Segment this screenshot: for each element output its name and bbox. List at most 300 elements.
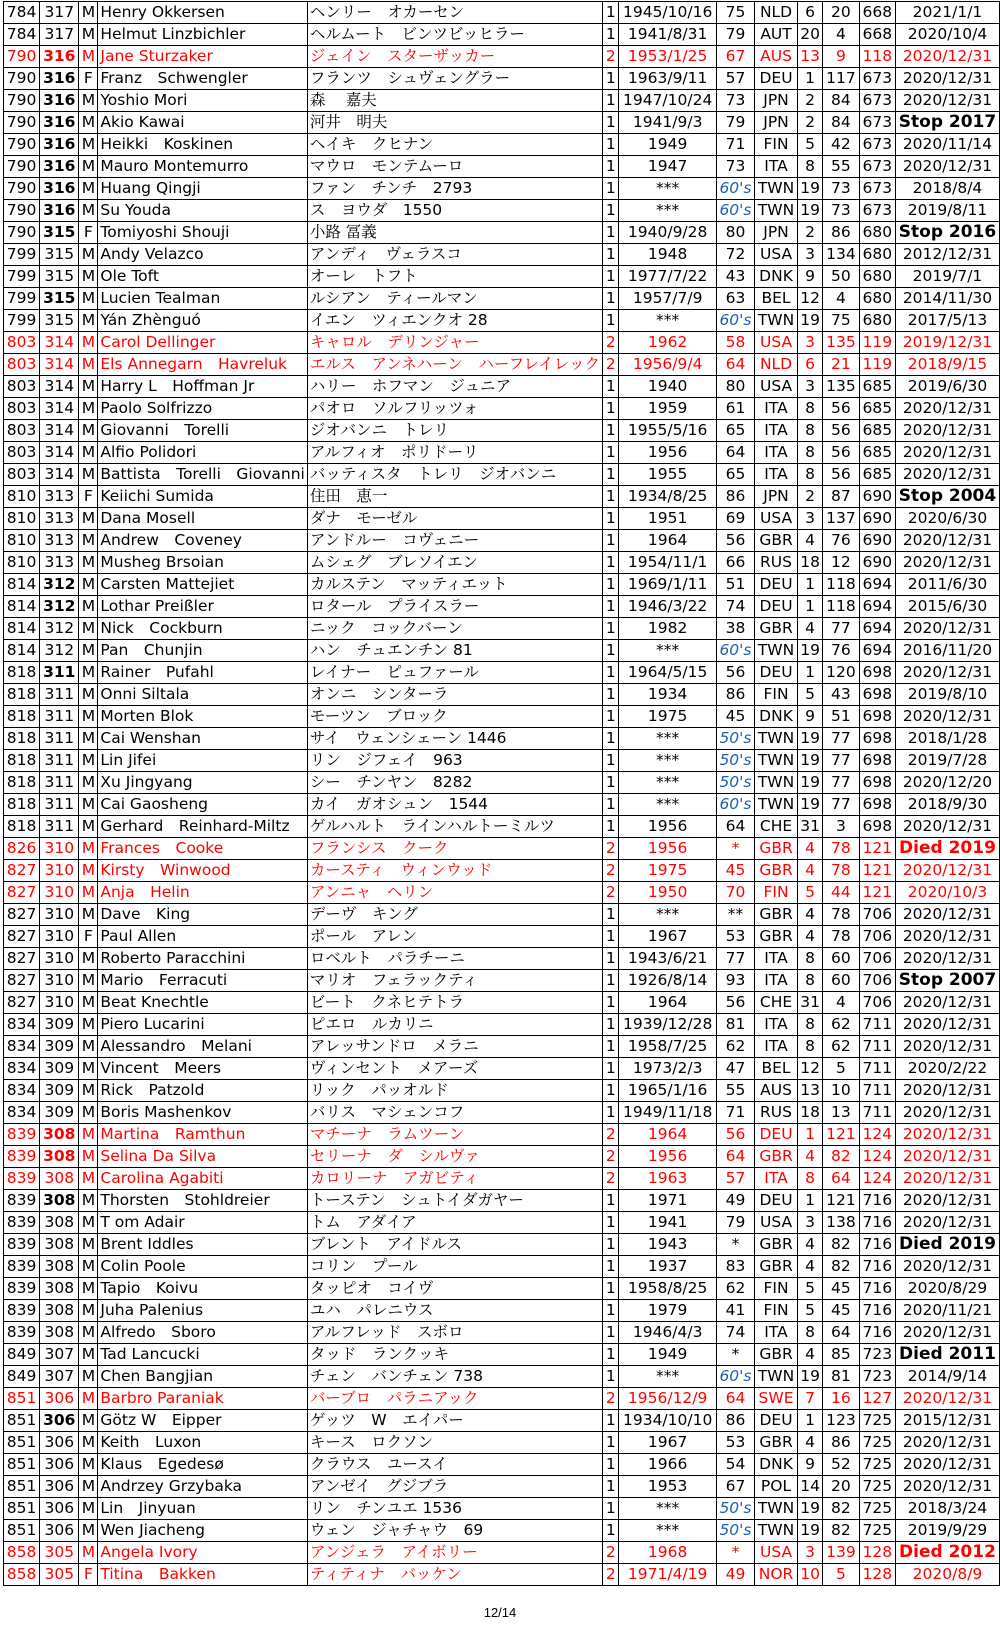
cell-birth-date: 1977/7/22 [619, 266, 716, 288]
cell-rank: 803 [4, 464, 40, 486]
cell-age: 50's [716, 750, 754, 772]
cell-score: 306 [40, 1432, 79, 1454]
cell-score: 313 [40, 530, 79, 552]
cell-group-rank: 698 [859, 706, 895, 728]
cell-gender-code: 2 [603, 1146, 619, 1168]
cell-age: 72 [716, 244, 754, 266]
table-row [4, 310, 1000, 332]
cell-last-date: 2020/12/31 [895, 1102, 999, 1124]
cell-country-rank: 73 [823, 178, 859, 200]
cell-country-no: 19 [797, 728, 822, 750]
table-row [4, 838, 1000, 860]
cell-birth-date: 1949/11/18 [619, 1102, 716, 1124]
cell-age: 64 [716, 816, 754, 838]
cell-country-no: 5 [797, 1278, 822, 1300]
cell-birth-date: 1926/8/14 [619, 970, 716, 992]
cell-gender-code: 1 [603, 376, 619, 398]
table-row [4, 1520, 1000, 1542]
cell-score: 308 [40, 1124, 79, 1146]
cell-group-rank: 685 [859, 464, 895, 486]
cell-gender-code: 1 [603, 662, 619, 684]
cell-name-en: Rainer Pufahl [98, 662, 307, 684]
cell-gender-code: 1 [603, 1278, 619, 1300]
cell-sex: M [79, 596, 98, 618]
cell-country: AUT [755, 24, 798, 46]
cell-country: DNK [755, 266, 798, 288]
cell-birth-date: *** [619, 750, 716, 772]
cell-score: 311 [40, 728, 79, 750]
cell-name-ja: ブレント アイドルス [307, 1234, 602, 1256]
cell-gender-code: 2 [603, 1168, 619, 1190]
cell-name-ja: ス ヨウダ 1550 [307, 200, 602, 222]
table-row [4, 1300, 1000, 1322]
cell-sex: M [79, 1454, 98, 1476]
cell-age: * [716, 1542, 754, 1564]
cell-sex: M [79, 816, 98, 838]
cell-name-ja: ヘルムート ビンツビッヒラー [307, 24, 602, 46]
cell-country: NOR [755, 1564, 798, 1586]
cell-group-rank: 706 [859, 926, 895, 948]
cell-last-date: 2019/8/11 [895, 200, 999, 222]
cell-country: DNK [755, 1454, 798, 1476]
cell-name-en: Boris Mashenkov [98, 1102, 307, 1124]
cell-sex: M [79, 1168, 98, 1190]
cell-country-rank: 5 [823, 1058, 859, 1080]
cell-country-rank: 85 [823, 1344, 859, 1366]
cell-country: CHE [755, 992, 798, 1014]
cell-gender-code: 1 [603, 1520, 619, 1542]
cell-name-en: Lin Jifei [98, 750, 307, 772]
cell-country: TWN [755, 200, 798, 222]
cell-score: 308 [40, 1146, 79, 1168]
cell-sex: M [79, 750, 98, 772]
cell-gender-code: 1 [603, 24, 619, 46]
cell-rank: 790 [4, 200, 40, 222]
cell-score: 313 [40, 552, 79, 574]
table-row [4, 508, 1000, 530]
cell-country: TWN [755, 640, 798, 662]
cell-name-ja: カルステン マッティエット [307, 574, 602, 596]
cell-age: 64 [716, 1388, 754, 1410]
cell-country-no: 6 [797, 2, 822, 24]
cell-country-rank: 50 [823, 266, 859, 288]
cell-last-date: 2019/7/1 [895, 266, 999, 288]
cell-age: 45 [716, 860, 754, 882]
cell-name-ja: マウロ モンテムーロ [307, 156, 602, 178]
cell-country-rank: 77 [823, 750, 859, 772]
cell-score: 316 [40, 90, 79, 112]
cell-country-rank: 51 [823, 706, 859, 728]
cell-age: 77 [716, 948, 754, 970]
cell-sex: M [79, 90, 98, 112]
cell-rank: 790 [4, 68, 40, 90]
cell-group-rank: 121 [859, 838, 895, 860]
cell-score: 311 [40, 750, 79, 772]
cell-last-date: 2018/9/30 [895, 794, 999, 816]
cell-country-rank: 86 [823, 1432, 859, 1454]
cell-name-ja: トム アダイア [307, 1212, 602, 1234]
cell-last-date: 2020/12/31 [895, 860, 999, 882]
cell-group-rank: 716 [859, 1190, 895, 1212]
cell-sex: M [79, 464, 98, 486]
cell-name-en: Franz Schwengler [98, 68, 307, 90]
cell-age: 41 [716, 1300, 754, 1322]
cell-group-rank: 706 [859, 992, 895, 1014]
cell-name-en: Huang Qingji [98, 178, 307, 200]
cell-rank: 799 [4, 244, 40, 266]
cell-sex: M [79, 882, 98, 904]
cell-group-rank: 706 [859, 970, 895, 992]
cell-sex: M [79, 706, 98, 728]
cell-country-no: 1 [797, 68, 822, 90]
cell-birth-date: 1941 [619, 1212, 716, 1234]
cell-last-date: 2020/12/31 [895, 464, 999, 486]
cell-gender-code: 1 [603, 706, 619, 728]
cell-gender-code: 1 [603, 112, 619, 134]
cell-score: 317 [40, 24, 79, 46]
cell-age: 64 [716, 1146, 754, 1168]
cell-country-no: 9 [797, 266, 822, 288]
cell-score: 305 [40, 1564, 79, 1586]
cell-name-en: Gerhard Reinhard-Miltz [98, 816, 307, 838]
cell-name-ja: アンドルー コヴェニー [307, 530, 602, 552]
table-row [4, 1102, 1000, 1124]
cell-last-date: 2020/2/22 [895, 1058, 999, 1080]
cell-gender-code: 1 [603, 794, 619, 816]
cell-birth-date: 1949 [619, 1344, 716, 1366]
cell-country-no: 13 [797, 46, 822, 68]
cell-rank: 814 [4, 640, 40, 662]
cell-rank: 839 [4, 1190, 40, 1212]
cell-name-en: Wen Jiacheng [98, 1520, 307, 1542]
cell-country-rank: 77 [823, 728, 859, 750]
cell-name-en: Heikki Koskinen [98, 134, 307, 156]
cell-age: 60's [716, 178, 754, 200]
cell-last-date: 2020/12/31 [895, 948, 999, 970]
cell-last-date: 2012/12/31 [895, 244, 999, 266]
cell-score: 308 [40, 1168, 79, 1190]
cell-group-rank: 673 [859, 68, 895, 90]
cell-name-ja: ユハ パレニウス [307, 1300, 602, 1322]
cell-name-ja: マチーナ ラムツーン [307, 1124, 602, 1146]
cell-score: 308 [40, 1300, 79, 1322]
cell-country-no: 19 [797, 750, 822, 772]
cell-country: RUS [755, 552, 798, 574]
table-row [4, 244, 1000, 266]
cell-group-rank: 706 [859, 904, 895, 926]
cell-name-ja: ウェン ジャチャウ 69 [307, 1520, 602, 1542]
table-row [4, 1366, 1000, 1388]
cell-country-rank: 3 [823, 816, 859, 838]
cell-group-rank: 725 [859, 1520, 895, 1542]
cell-last-date: 2020/12/31 [895, 816, 999, 838]
cell-score: 312 [40, 574, 79, 596]
cell-gender-code: 1 [603, 1102, 619, 1124]
cell-group-rank: 127 [859, 1388, 895, 1410]
cell-country: TWN [755, 1498, 798, 1520]
cell-rank: 839 [4, 1256, 40, 1278]
cell-country: TWN [755, 1520, 798, 1542]
cell-group-rank: 716 [859, 1322, 895, 1344]
cell-country-no: 13 [797, 1080, 822, 1102]
cell-rank: 818 [4, 816, 40, 838]
cell-age: 56 [716, 530, 754, 552]
cell-country-no: 14 [797, 1476, 822, 1498]
cell-score: 306 [40, 1498, 79, 1520]
cell-sex: M [79, 992, 98, 1014]
cell-rank: 790 [4, 156, 40, 178]
cell-sex: M [79, 420, 98, 442]
cell-country-no: 4 [797, 1146, 822, 1168]
cell-country: BEL [755, 288, 798, 310]
cell-country: GBR [755, 838, 798, 860]
cell-group-rank: 685 [859, 442, 895, 464]
cell-country-rank: 78 [823, 926, 859, 948]
cell-age: 79 [716, 1212, 754, 1234]
cell-group-rank: 725 [859, 1410, 895, 1432]
table-row [4, 1388, 1000, 1410]
cell-country: ITA [755, 1014, 798, 1036]
cell-group-rank: 698 [859, 772, 895, 794]
cell-age: 64 [716, 442, 754, 464]
cell-name-ja: ゲルハルト ラインハルトーミルツ [307, 816, 602, 838]
cell-country: GBR [755, 1344, 798, 1366]
cell-name-en: Ole Toft [98, 266, 307, 288]
cell-country: ITA [755, 398, 798, 420]
cell-rank: 790 [4, 46, 40, 68]
cell-last-date: 2020/12/31 [895, 1168, 999, 1190]
table-row [4, 1410, 1000, 1432]
cell-country: NLD [755, 354, 798, 376]
cell-country-no: 19 [797, 1366, 822, 1388]
cell-rank: 839 [4, 1124, 40, 1146]
cell-gender-code: 1 [603, 1212, 619, 1234]
cell-name-en: Akio Kawai [98, 112, 307, 134]
cell-group-rank: 698 [859, 684, 895, 706]
cell-gender-code: 1 [603, 288, 619, 310]
cell-rank: 810 [4, 552, 40, 574]
cell-rank: 803 [4, 376, 40, 398]
cell-rank: 834 [4, 1058, 40, 1080]
cell-name-ja: ピエロ ルカリニ [307, 1014, 602, 1036]
cell-birth-date: 1963 [619, 1168, 716, 1190]
cell-name-ja: ポール アレン [307, 926, 602, 948]
cell-last-date: 2020/12/31 [895, 1014, 999, 1036]
cell-gender-code: 1 [603, 1080, 619, 1102]
cell-rank: 834 [4, 1014, 40, 1036]
cell-country-rank: 73 [823, 200, 859, 222]
cell-name-ja: ロベルト パラチーニ [307, 948, 602, 970]
cell-country-rank: 16 [823, 1388, 859, 1410]
cell-birth-date: *** [619, 904, 716, 926]
cell-birth-date: 1971 [619, 1190, 716, 1212]
cell-sex: M [79, 838, 98, 860]
cell-rank: 803 [4, 398, 40, 420]
cell-age: 70 [716, 882, 754, 904]
cell-score: 311 [40, 816, 79, 838]
cell-country-rank: 76 [823, 530, 859, 552]
cell-group-rank: 124 [859, 1168, 895, 1190]
cell-group-rank: 119 [859, 354, 895, 376]
cell-country: POL [755, 1476, 798, 1498]
cell-score: 307 [40, 1344, 79, 1366]
cell-rank: 839 [4, 1300, 40, 1322]
cell-gender-code: 2 [603, 1542, 619, 1564]
cell-last-date: 2020/12/31 [895, 1256, 999, 1278]
cell-name-en: Carol Dellinger [98, 332, 307, 354]
cell-group-rank: 118 [859, 46, 895, 68]
cell-last-date: 2018/9/15 [895, 354, 999, 376]
cell-group-rank: 725 [859, 1432, 895, 1454]
cell-country: GBR [755, 1234, 798, 1256]
cell-last-date: Died 2012 [895, 1542, 999, 1564]
table-row [4, 574, 1000, 596]
cell-sex: M [79, 1080, 98, 1102]
cell-rank: 827 [4, 882, 40, 904]
cell-name-ja: アンゼイ グジブラ [307, 1476, 602, 1498]
cell-name-ja: リン チンユエ 1536 [307, 1498, 602, 1520]
cell-group-rank: 690 [859, 508, 895, 530]
cell-score: 315 [40, 288, 79, 310]
cell-rank: 810 [4, 508, 40, 530]
cell-birth-date: 1953/1/25 [619, 46, 716, 68]
cell-name-ja: クラウス ユースイ [307, 1454, 602, 1476]
cell-name-ja: ゲッツ W エイパー [307, 1410, 602, 1432]
cell-country: DEU [755, 662, 798, 684]
cell-age: 73 [716, 90, 754, 112]
cell-rank: 826 [4, 838, 40, 860]
cell-age: 38 [716, 618, 754, 640]
cell-birth-date: 1964 [619, 992, 716, 1014]
cell-rank: 834 [4, 1102, 40, 1124]
cell-group-rank: 716 [859, 1212, 895, 1234]
cell-gender-code: 1 [603, 1036, 619, 1058]
cell-gender-code: 1 [603, 1432, 619, 1454]
cell-name-ja: デーヴ キング [307, 904, 602, 926]
cell-last-date: 2020/12/31 [895, 1454, 999, 1476]
cell-country: USA [755, 1542, 798, 1564]
cell-rank: 818 [4, 728, 40, 750]
cell-birth-date: 1957/7/9 [619, 288, 716, 310]
cell-birth-date: 1956 [619, 816, 716, 838]
cell-country-no: 2 [797, 90, 822, 112]
cell-last-date: 2020/12/31 [895, 1322, 999, 1344]
cell-sex: M [79, 354, 98, 376]
cell-rank: 814 [4, 574, 40, 596]
cell-rank: 827 [4, 904, 40, 926]
cell-rank: 858 [4, 1542, 40, 1564]
cell-birth-date: 1939/12/28 [619, 1014, 716, 1036]
cell-country: TWN [755, 728, 798, 750]
cell-last-date: 2018/3/24 [895, 1498, 999, 1520]
cell-birth-date: 1946/3/22 [619, 596, 716, 618]
cell-gender-code: 1 [603, 486, 619, 508]
cell-age: 50's [716, 728, 754, 750]
cell-group-rank: 694 [859, 574, 895, 596]
cell-rank: 814 [4, 596, 40, 618]
cell-last-date: 2020/12/31 [895, 1432, 999, 1454]
cell-score: 316 [40, 46, 79, 68]
cell-country-rank: 82 [823, 1234, 859, 1256]
cell-group-rank: 128 [859, 1542, 895, 1564]
table-row [4, 1234, 1000, 1256]
cell-rank: 839 [4, 1168, 40, 1190]
cell-country: FIN [755, 684, 798, 706]
cell-country-rank: 20 [823, 1476, 859, 1498]
cell-rank: 803 [4, 332, 40, 354]
cell-age: 67 [716, 46, 754, 68]
cell-gender-code: 1 [603, 508, 619, 530]
cell-sex: M [79, 1322, 98, 1344]
cell-birth-date: 1953 [619, 1476, 716, 1498]
cell-sex: M [79, 1146, 98, 1168]
cell-country-rank: 5 [823, 1564, 859, 1586]
table-row [4, 860, 1000, 882]
cell-rank: 851 [4, 1520, 40, 1542]
cell-gender-code: 1 [603, 222, 619, 244]
cell-name-ja: ジェイン スターザッカー [307, 46, 602, 68]
cell-score: 310 [40, 992, 79, 1014]
table-row [4, 420, 1000, 442]
cell-gender-code: 1 [603, 1058, 619, 1080]
cell-group-rank: 698 [859, 662, 895, 684]
cell-group-rank: 690 [859, 486, 895, 508]
cell-rank: 799 [4, 310, 40, 332]
cell-rank: 827 [4, 992, 40, 1014]
cell-name-en: Alfredo Sboro [98, 1322, 307, 1344]
cell-last-date: 2020/12/20 [895, 772, 999, 794]
cell-birth-date: *** [619, 178, 716, 200]
cell-age: * [716, 1234, 754, 1256]
cell-rank: 790 [4, 178, 40, 200]
cell-country-rank: 64 [823, 1322, 859, 1344]
cell-country-rank: 56 [823, 420, 859, 442]
cell-rank: 839 [4, 1278, 40, 1300]
cell-name-en: Anja Helin [98, 882, 307, 904]
cell-birth-date: 1955 [619, 464, 716, 486]
table-row [4, 68, 1000, 90]
cell-country-no: 9 [797, 1454, 822, 1476]
cell-country-rank: 45 [823, 1300, 859, 1322]
cell-gender-code: 1 [603, 728, 619, 750]
cell-group-rank: 690 [859, 530, 895, 552]
cell-sex: M [79, 1124, 98, 1146]
cell-score: 309 [40, 1058, 79, 1080]
cell-rank: 827 [4, 948, 40, 970]
cell-group-rank: 698 [859, 728, 895, 750]
cell-score: 314 [40, 354, 79, 376]
cell-last-date: 2018/1/28 [895, 728, 999, 750]
table-row [4, 970, 1000, 992]
cell-name-ja: バッティスタ トレリ ジオバンニ [307, 464, 602, 486]
cell-birth-date: 1934/10/10 [619, 1410, 716, 1432]
cell-age: 60's [716, 310, 754, 332]
cell-name-ja: カースティ ウィンウッド [307, 860, 602, 882]
cell-country-no: 3 [797, 1542, 822, 1564]
cell-country: DEU [755, 1190, 798, 1212]
cell-country-rank: 52 [823, 1454, 859, 1476]
cell-birth-date: 1958/7/25 [619, 1036, 716, 1058]
cell-birth-date: 1975 [619, 706, 716, 728]
cell-name-ja: レイナー ピュファール [307, 662, 602, 684]
table-row [4, 486, 1000, 508]
cell-name-en: Su Youda [98, 200, 307, 222]
cell-name-en: Angela Ivory [98, 1542, 307, 1564]
cell-score: 306 [40, 1476, 79, 1498]
cell-birth-date: 1964/5/15 [619, 662, 716, 684]
cell-age: 47 [716, 1058, 754, 1080]
cell-score: 315 [40, 310, 79, 332]
